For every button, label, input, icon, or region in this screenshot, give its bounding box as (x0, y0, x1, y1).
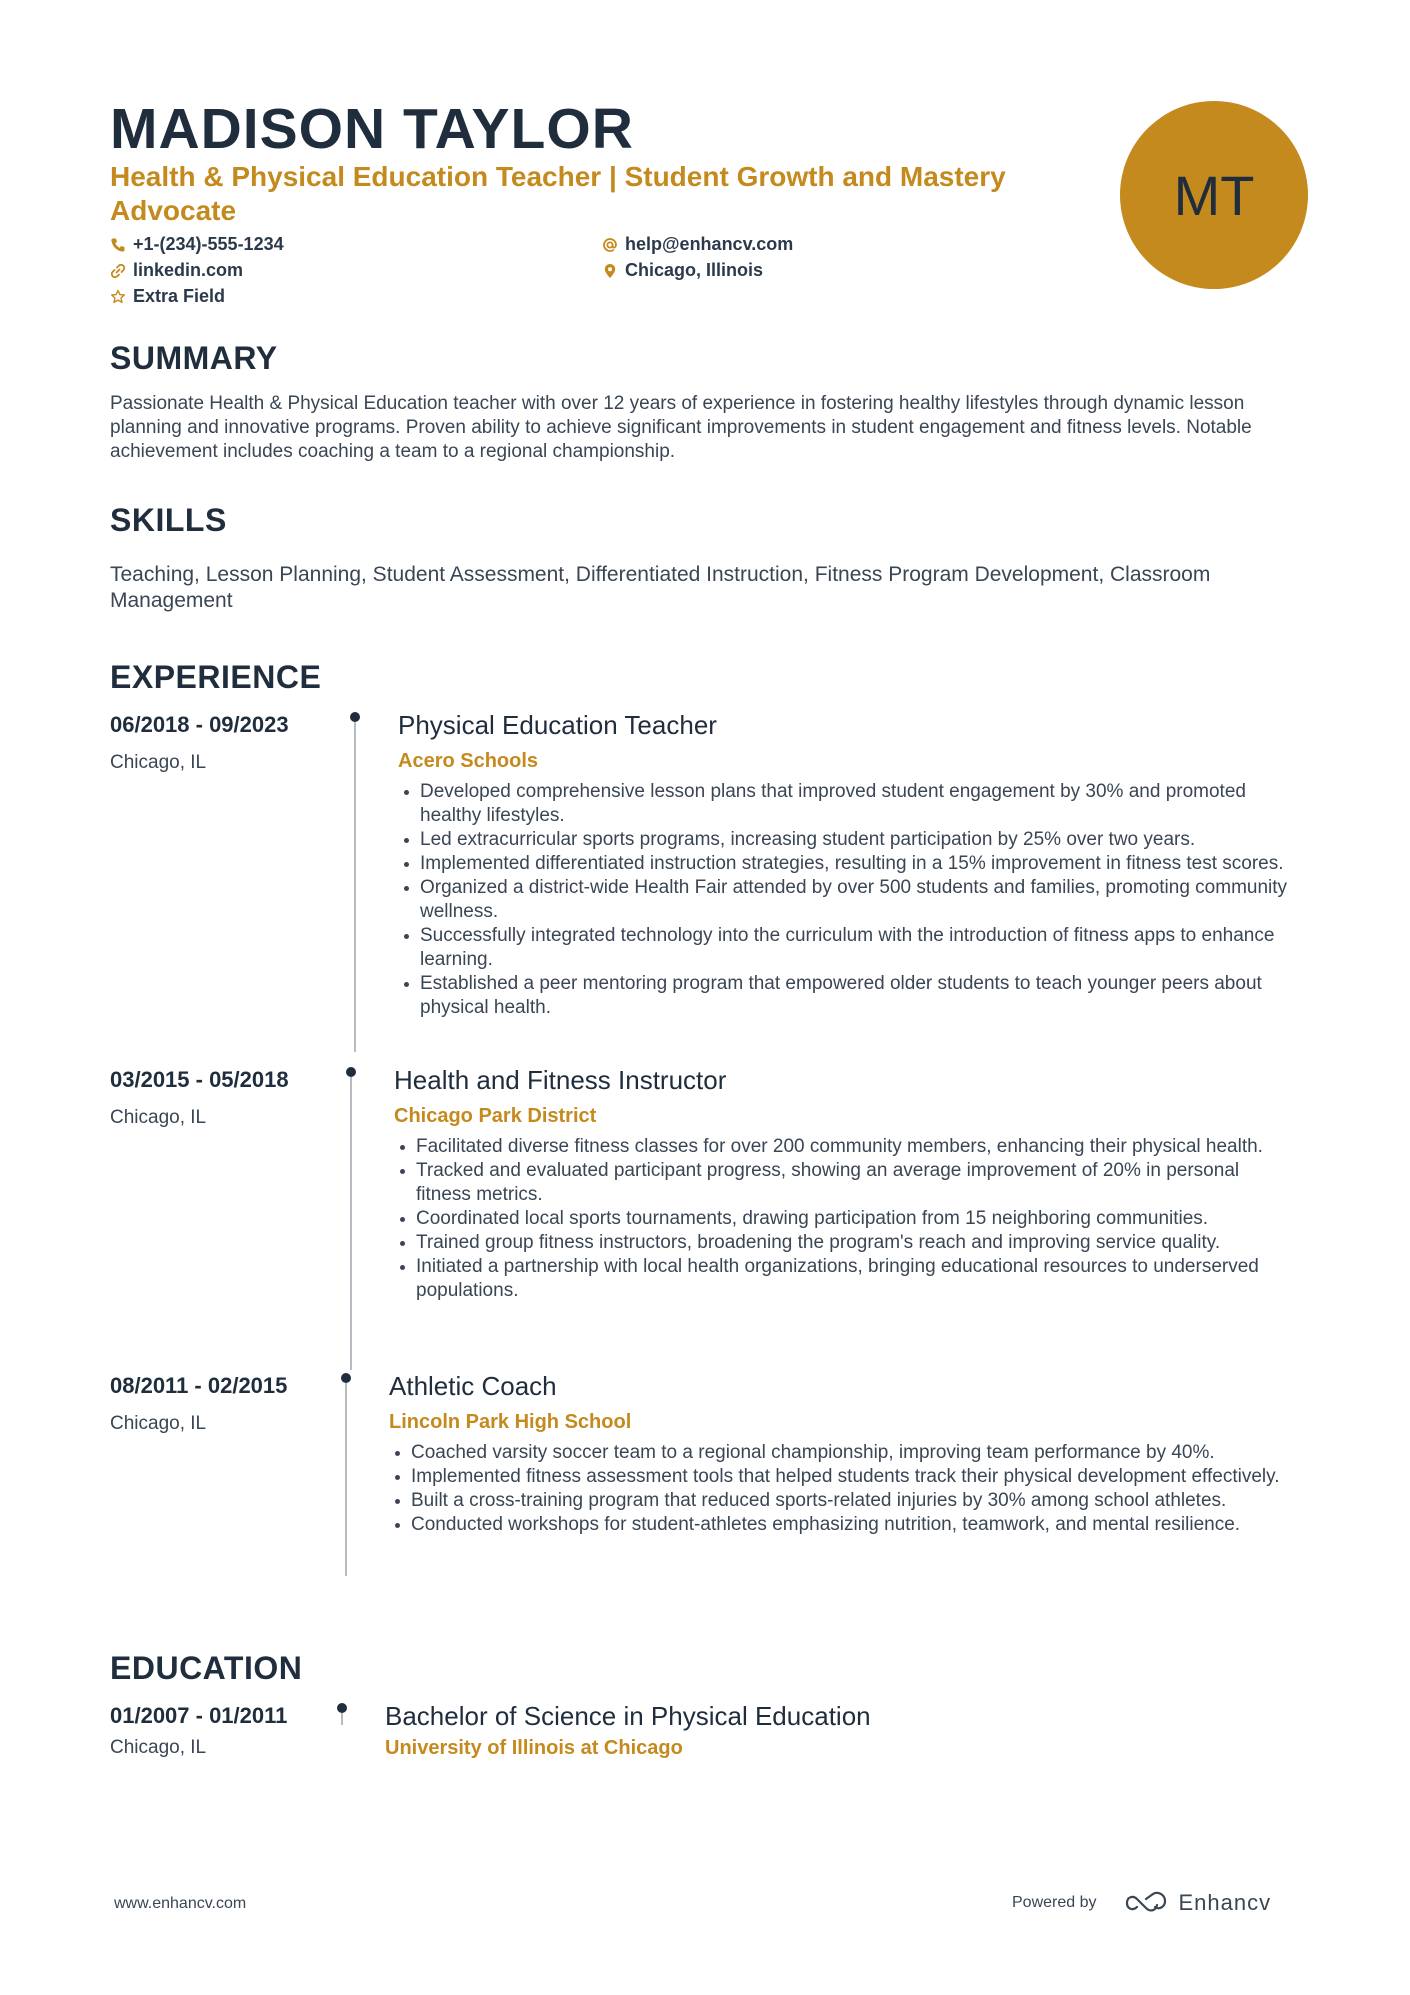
list-item: Conducted workshops for student-athletes emphasizing nutrition, teamwork, and mental resilience. (389, 1513, 1309, 1537)
experience-bullets (398, 780, 1298, 1020)
contact-extra (110, 286, 225, 307)
contact-phone[interactable] (110, 234, 284, 255)
timeline-line (341, 1713, 343, 1725)
experience-date: 03/2015 - 05/2018 (110, 1067, 289, 1092)
footer-website[interactable]: www.enhancv.com (114, 1895, 247, 1912)
experience-entry (110, 712, 1310, 1052)
contact-email[interactable] (602, 234, 793, 255)
list-item: Established a peer mentoring program that empowered older students to teach younger peers about physical health. (398, 972, 1298, 1020)
list-item: Organized a district-wide Health Fair attended by over 500 students and families, promoting community wellness. (398, 876, 1298, 924)
contact-linkedin[interactable] (110, 260, 243, 281)
experience-location: Chicago, IL (110, 1413, 207, 1434)
contact-extra-text: Extra Field (133, 286, 226, 306)
list-item: Coordinated local sports tournaments, drawing participation from 15 neighboring communities. (394, 1207, 1294, 1231)
list-item: Led extracurricular sports programs, increasing student participation by 25% over two years. (398, 828, 1298, 852)
skills-heading: SKILLS (110, 502, 227, 538)
phone-icon (110, 237, 126, 253)
summary-heading: SUMMARY (110, 340, 278, 376)
skills-text: Teaching, Lesson Planning, Student Assessment, Differentiated Instruction, Fitness Program Development, Classroom Management (110, 563, 1211, 612)
experience-location: Chicago, IL (110, 1107, 207, 1128)
link-icon (110, 263, 126, 279)
education-school: University of Illinois at Chicago (385, 1737, 683, 1759)
candidate-headline: Health & Physical Education Teacher | Student Growth and Mastery Advocate (110, 161, 1006, 226)
contact-location-text: Chicago, Illinois (625, 260, 764, 280)
list-item: Coached varsity soccer team to a regional championship, improving team performance by 40%. (389, 1441, 1309, 1465)
experience-company: Acero Schools (398, 750, 539, 772)
experience-heading: EXPERIENCE (110, 659, 322, 695)
list-item: Trained group fitness instructors, broadening the program's reach and improving service quality. (394, 1231, 1294, 1255)
powered-by-label: Powered by (1012, 1894, 1097, 1911)
contact-location (602, 260, 763, 281)
experience-company: Chicago Park District (394, 1105, 597, 1127)
education-entry (110, 1703, 1310, 1773)
brand-name: Enhancv (1178, 1890, 1272, 1915)
timeline-dot (346, 1067, 356, 1077)
list-item: Successfully integrated technology into the curriculum with the introduction of fitness apps to enhance learning. (398, 924, 1298, 972)
experience-role: Health and Fitness Instructor (394, 1065, 727, 1095)
experience-date: 08/2011 - 02/2015 (110, 1373, 288, 1398)
timeline-dot (337, 1703, 347, 1713)
experience-bullets (394, 1135, 1294, 1303)
timeline-line (345, 1383, 347, 1576)
education-date: 01/2007 - 01/2011 (110, 1703, 288, 1728)
list-item: Facilitated diverse fitness classes for over 200 community members, enhancing their physical health. (394, 1135, 1294, 1159)
footer-branding (1012, 1890, 1271, 1916)
experience-entry (110, 1373, 1310, 1623)
avatar: MT (1120, 101, 1308, 289)
enhancv-logo-icon (1123, 1891, 1169, 1915)
brand-logo[interactable] (1123, 1890, 1272, 1916)
list-item: Initiated a partnership with local health organizations, bringing educational resources to underserved populations. (394, 1255, 1294, 1303)
timeline-dot (350, 712, 360, 722)
at-icon (602, 237, 618, 253)
experience-company: Lincoln Park High School (389, 1411, 632, 1433)
timeline-line (350, 1077, 352, 1370)
experience-role: Physical Education Teacher (398, 710, 717, 740)
map-pin-icon (602, 263, 618, 279)
summary-text: Passionate Health & Physical Education teacher with over 12 years of experience in fostering healthy lifestyles through dynamic lesson planning and innovative programs. Proven ability to achieve significant improvements in student engagement and fitness levels. Notable achievement includes coaching a team to a regional championship. (110, 393, 1252, 462)
timeline-dot (341, 1373, 351, 1383)
list-item: Tracked and evaluated participant progress, showing an average improvement of 20% in personal fitness metrics. (394, 1159, 1294, 1207)
contact-phone-text: +1-(234)-555-1234 (133, 234, 284, 254)
experience-role: Athletic Coach (389, 1371, 557, 1401)
experience-entry (110, 1067, 1310, 1367)
list-item: Implemented fitness assessment tools that helped students track their physical development effectively. (389, 1465, 1309, 1489)
education-heading: EDUCATION (110, 1650, 303, 1686)
experience-location: Chicago, IL (110, 752, 207, 773)
list-item: Built a cross-training program that reduced sports-related injuries by 30% among school athletes. (389, 1489, 1309, 1513)
list-item: Developed comprehensive lesson plans that improved student engagement by 30% and promoted healthy lifestyles. (398, 780, 1298, 828)
contact-linkedin-text: linkedin.com (133, 260, 244, 280)
star-icon (110, 289, 126, 305)
experience-date: 06/2018 - 09/2023 (110, 712, 289, 737)
education-degree: Bachelor of Science in Physical Education (385, 1701, 871, 1731)
timeline-line (354, 722, 356, 1052)
candidate-name: MADISON TAYLOR (110, 97, 634, 161)
list-item: Implemented differentiated instruction strategies, resulting in a 15% improvement in fitness test scores. (398, 852, 1298, 876)
education-location: Chicago, IL (110, 1737, 207, 1758)
contact-email-text: help@enhancv.com (625, 234, 794, 254)
experience-bullets (389, 1441, 1309, 1537)
